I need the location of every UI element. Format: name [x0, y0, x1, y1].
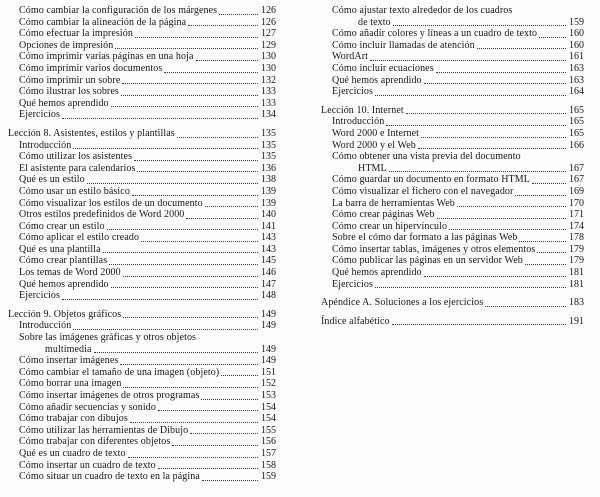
toc-section	[8, 309, 276, 483]
toc-section-heading	[321, 297, 584, 309]
toc-heading-title: Lección 9. Objetos gráficos	[8, 308, 122, 320]
toc-page-number: 145	[261, 255, 276, 267]
toc-page-number: 165	[569, 127, 584, 139]
toc-entry	[321, 279, 584, 291]
dot-leader	[437, 217, 566, 219]
toc-page-number: 159	[569, 16, 584, 28]
toc-entry-title: Cómo cambiar la configuración de los márgenes	[19, 5, 218, 16]
toc-entry-title: Los temas de Word 2000	[19, 267, 121, 279]
dot-leader	[375, 286, 566, 288]
toc-entry	[8, 198, 276, 210]
dot-leader	[370, 59, 566, 61]
toc-entry	[8, 51, 276, 63]
toc-page-number: 158	[261, 459, 276, 471]
toc-entry	[321, 86, 584, 98]
toc-page-number: 152	[261, 378, 276, 390]
dot-leader	[196, 59, 258, 61]
toc-page-number: 136	[261, 162, 276, 174]
dot-leader	[120, 363, 258, 365]
toc-section	[321, 297, 584, 309]
toc-entry	[321, 140, 584, 152]
toc-entry	[8, 40, 276, 52]
toc-entry	[8, 86, 276, 98]
toc-page-number: 160	[569, 39, 584, 51]
toc-page-number: 161	[569, 51, 584, 63]
toc-entry-title: Sobre el cómo dar formato a las páginas Web	[332, 232, 518, 244]
toc-entry-title: Introducción	[19, 139, 72, 151]
toc-page-number: 149	[261, 308, 276, 320]
toc-entry	[8, 290, 276, 302]
dot-leader	[134, 159, 258, 161]
toc-page-number: 127	[261, 28, 276, 40]
toc-page-number: 135	[261, 127, 276, 139]
dot-leader	[537, 251, 566, 253]
dot-leader	[177, 136, 258, 138]
toc-entry	[321, 28, 584, 40]
toc-entry	[8, 5, 276, 17]
toc-entry-title: Qué es un estilo	[19, 174, 85, 186]
toc-entry	[8, 436, 276, 448]
toc-entry	[321, 267, 584, 279]
toc-entry-title: Cómo efectuar la impresión	[19, 28, 133, 40]
toc-entry-title: multimedia	[45, 343, 92, 355]
toc-entry-title: Qué es una plantilla	[19, 243, 101, 255]
toc-page-number: 130	[261, 51, 276, 63]
toc-entry	[8, 378, 276, 390]
toc-heading-title: Índice alfabético	[321, 315, 390, 327]
toc-entry-title: Cómo insertar un cuadro de texto	[19, 459, 156, 471]
toc-page-number: 163	[569, 74, 584, 86]
toc-entry	[321, 186, 584, 198]
toc-section-heading	[8, 128, 276, 140]
dot-leader	[128, 456, 258, 458]
toc-section	[8, 5, 276, 121]
dot-leader	[532, 182, 566, 184]
toc-page-number: 165	[569, 104, 584, 116]
toc-entry-title: Qué hemos aprendido	[332, 267, 422, 279]
toc-page-number: 169	[569, 185, 584, 197]
dot-leader	[62, 117, 258, 119]
toc-entry	[8, 320, 276, 332]
toc-entry-title: La barra de herramientas Web	[332, 197, 455, 209]
toc-page-number: 154	[261, 401, 276, 413]
dot-leader	[137, 170, 258, 172]
toc-entry	[8, 425, 276, 437]
dot-leader	[94, 351, 258, 353]
toc-page-number: 155	[261, 424, 276, 436]
toc-entry-title: HTML	[358, 162, 387, 174]
dot-leader	[389, 170, 566, 172]
toc-entry-title: Cómo añadir colores y líneas a un cuadro de texto	[332, 28, 538, 40]
toc-entry-title: Ejercicios	[332, 278, 373, 290]
toc-entry	[8, 460, 276, 472]
dot-leader	[477, 47, 566, 49]
dot-leader	[122, 82, 258, 84]
toc-page-number: 174	[569, 220, 584, 232]
toc-entry	[321, 198, 584, 210]
toc-entry-title: Cómo crear páginas Web	[332, 209, 435, 221]
toc-entry-title: Opciones de impresión	[19, 39, 114, 51]
toc-entry-title: Cómo usar un estilo básico	[19, 185, 130, 197]
toc-entry-title: Cómo trabajar con dibujos	[19, 413, 128, 425]
toc-page-number: 181	[569, 278, 584, 290]
toc-entry	[8, 17, 276, 29]
dot-leader	[123, 316, 258, 318]
dot-leader	[109, 263, 258, 265]
toc-page-number: 154	[261, 413, 276, 425]
toc-entry-title: Qué es un cuadro de texto	[19, 447, 126, 459]
toc-entry-title: Cómo insertar imágenes de otros programas	[19, 390, 200, 401]
toc-entry-title: Cómo añadir secuencias y sonido	[19, 401, 156, 413]
toc-page-number: 178	[569, 232, 584, 244]
dot-leader	[73, 328, 258, 330]
toc-page-number: 179	[569, 243, 584, 255]
dot-leader	[135, 36, 258, 38]
toc-entry	[8, 28, 276, 40]
toc-entry	[8, 163, 276, 175]
toc-page-number: 151	[261, 366, 276, 378]
toc-page-number: 130	[261, 62, 276, 74]
toc-column-right	[321, 5, 584, 327]
toc-entry	[321, 40, 584, 52]
toc-entry-title: Cómo trabajar con diferentes objetos	[19, 436, 171, 448]
toc-page-number: 132	[261, 74, 276, 86]
dot-leader	[485, 305, 566, 307]
toc-page-number: 183	[569, 297, 584, 309]
toc-entry	[8, 255, 276, 267]
dot-leader	[123, 386, 258, 388]
dot-leader	[115, 47, 258, 49]
toc-entry	[8, 109, 276, 121]
toc-entry-title: Word 2000 y el Web	[332, 139, 416, 151]
toc-entry	[8, 244, 276, 256]
toc-entry	[8, 402, 276, 414]
toc-entry	[321, 151, 584, 163]
toc-entry	[8, 332, 276, 344]
dot-leader	[158, 467, 258, 469]
toc-page-number: 143	[261, 243, 276, 255]
toc-entry-title: Cómo situar un cuadro de texto en la página	[19, 471, 200, 483]
dot-leader	[123, 275, 258, 277]
toc-column-left	[8, 5, 276, 483]
toc-page-number: 157	[261, 447, 276, 459]
dot-leader	[107, 228, 258, 230]
toc-entry-title: Cómo obtener una vista previa del documento	[332, 151, 521, 163]
dot-leader	[205, 205, 258, 207]
dot-leader	[73, 147, 258, 149]
dot-leader	[519, 240, 566, 242]
toc-page-number: 191	[569, 315, 584, 327]
toc-heading-title: Lección 8. Asistentes, estilos y plantillas	[8, 127, 175, 139]
dot-leader	[164, 71, 258, 73]
toc-entry-title: WordArt	[332, 51, 368, 63]
dot-leader	[525, 263, 566, 265]
dot-leader	[111, 105, 258, 107]
toc-entry	[321, 174, 584, 186]
toc-entry-title: Cómo crear plantillas	[19, 255, 108, 267]
toc-entry	[8, 151, 276, 163]
toc-entry	[8, 390, 276, 402]
toc-entry	[8, 367, 276, 379]
toc-entry-title: Cómo publicar las páginas en un servidor Web	[332, 255, 523, 267]
toc-entry-title: Ejercicios	[19, 109, 60, 121]
toc-entry-title: Cómo visualizar el fichero con el navegador	[332, 185, 514, 197]
toc-page-number: 163	[569, 62, 584, 74]
dot-leader	[449, 228, 566, 230]
toc-entry-title: Cómo crear un hipervínculo	[332, 220, 448, 232]
toc-entry	[321, 255, 584, 267]
toc-page-number: 138	[261, 174, 276, 186]
dot-leader	[130, 421, 258, 423]
toc-entry	[321, 116, 584, 128]
toc-entry	[321, 163, 584, 175]
toc-page-number: 153	[261, 390, 276, 401]
toc-entry-title: Cómo insertar imágenes	[19, 355, 119, 367]
toc-entry	[321, 128, 584, 140]
toc-entry-title: Qué hemos aprendido	[332, 74, 422, 86]
toc-entry	[8, 267, 276, 279]
toc-entry-title: Ejercicios	[332, 86, 373, 98]
toc-entry-title: Introducción	[332, 116, 385, 128]
toc-heading-title: Lección 10. Internet	[321, 104, 404, 116]
toc-heading-title: Apéndice A. Soluciones a los ejercicios	[321, 297, 484, 309]
toc-entry	[8, 221, 276, 233]
toc-entry	[8, 355, 276, 367]
toc-page-number: 134	[261, 109, 276, 121]
toc-section	[321, 5, 584, 98]
dot-leader	[436, 71, 566, 73]
toc-page-number: 159	[261, 471, 276, 483]
toc-entry-title: Cómo crear un estilo	[19, 220, 105, 232]
toc-entry-title: Cómo ilustrar los sobres	[19, 86, 119, 98]
toc-page-number: 181	[569, 267, 584, 279]
dot-leader	[418, 147, 566, 149]
toc-entry-title: Qué hemos aprendido	[19, 97, 109, 109]
toc-page-number: 166	[569, 139, 584, 151]
toc-entry-title: Cómo borrar una imagen	[19, 378, 122, 390]
dot-leader	[121, 94, 258, 96]
toc-page-number: 167	[569, 162, 584, 174]
toc-page-number: 133	[261, 86, 276, 98]
dot-leader	[375, 94, 566, 96]
toc-entry-title: Cómo cambiar el tamaño de una imagen (objeto)	[19, 366, 220, 378]
toc-section	[321, 105, 584, 291]
toc-entry-title: Cómo ajustar texto alrededor de los cuadros	[332, 5, 513, 16]
toc-page-number: 140	[261, 209, 276, 221]
toc-entry	[8, 232, 276, 244]
toc-entry-title: de texto	[358, 16, 391, 28]
toc-entry-title: Cómo imprimir varios documentos	[19, 62, 163, 74]
toc-entry-title: Word 2000 e Internet	[332, 127, 419, 139]
toc-section-heading	[321, 316, 584, 328]
dot-leader	[201, 398, 258, 400]
toc-page-number: 171	[569, 209, 584, 221]
dot-leader	[62, 298, 258, 300]
dot-leader	[392, 323, 566, 325]
toc-page-number: 149	[261, 320, 276, 332]
toc-entry-title: Cómo guardar un documento en formato HTML	[332, 174, 530, 186]
toc-page-number: 179	[569, 255, 584, 267]
toc-entry-title: Cómo incluir ecuaciones	[332, 62, 434, 74]
toc-page-number: 164	[569, 86, 584, 98]
toc-entry-title: Cómo imprimir varias páginas en una hoja	[19, 51, 194, 63]
toc-entry	[8, 140, 276, 152]
toc-entry	[8, 448, 276, 460]
toc-entry-title: Cómo aplicar el estilo creado	[19, 232, 140, 244]
toc-entry	[8, 63, 276, 75]
toc-entry	[321, 75, 584, 87]
toc-entry	[321, 244, 584, 256]
dot-leader	[87, 182, 258, 184]
toc-entry	[321, 232, 584, 244]
dot-leader	[386, 124, 566, 126]
toc-page-number: 139	[261, 185, 276, 197]
dot-leader	[190, 432, 258, 434]
toc-entry	[8, 344, 276, 356]
toc-entry-title: Cómo cambiar la alineación de la página	[19, 16, 187, 28]
toc-page-number: 149	[261, 343, 276, 355]
toc-entry-title: Cómo utilizar las herramientas de Dibujo	[19, 424, 189, 436]
toc-entry	[8, 98, 276, 110]
toc-page-number: 126	[261, 16, 276, 28]
toc-section	[8, 128, 276, 302]
toc-section-heading	[321, 105, 584, 117]
toc-page-number: 146	[261, 267, 276, 279]
dot-leader	[132, 194, 258, 196]
toc-entry-title: Qué hemos aprendido	[19, 278, 109, 290]
dot-leader	[186, 217, 258, 219]
toc-entry	[321, 51, 584, 63]
toc-entry	[321, 17, 584, 29]
dot-leader	[111, 286, 258, 288]
toc-entry	[8, 471, 276, 483]
toc-entry	[8, 174, 276, 186]
dot-leader	[393, 24, 566, 26]
dot-leader	[515, 194, 566, 196]
toc-entry	[321, 209, 584, 221]
toc-page-number: 165	[569, 116, 584, 128]
dot-leader	[421, 136, 566, 138]
toc-entry-title: Cómo imprimir un sobre	[19, 74, 121, 86]
toc-page-number: 156	[261, 436, 276, 448]
dot-leader	[219, 13, 258, 15]
toc-section-heading	[8, 309, 276, 321]
dot-leader	[424, 82, 566, 84]
dot-leader	[424, 275, 566, 277]
toc-entry	[8, 75, 276, 87]
toc-section	[321, 316, 584, 328]
dot-leader	[172, 444, 258, 446]
toc-entry	[8, 209, 276, 221]
dot-leader	[188, 24, 258, 26]
dot-leader	[539, 36, 566, 38]
toc-page-number: 167	[569, 174, 584, 186]
toc-entry	[8, 186, 276, 198]
toc-page-number: 170	[569, 197, 584, 209]
toc-entry	[8, 279, 276, 291]
toc-page-number: 139	[261, 197, 276, 209]
toc-page-number: 141	[261, 220, 276, 232]
toc-entry-title: Cómo utilizar los asistentes	[19, 151, 133, 163]
toc-entry-title: Cómo insertar tablas, imágenes y otros elementos	[332, 243, 536, 255]
toc-entry-title: Ejercicios	[19, 290, 60, 302]
toc-entry-title: Cómo incluir llamadas de atención	[332, 39, 475, 51]
dot-leader	[103, 251, 258, 253]
toc-page-number: 126	[261, 5, 276, 16]
toc-entry-title: Otros estilos predefinidos de Word 2000	[19, 209, 185, 221]
toc-page-number: 133	[261, 97, 276, 109]
toc-entry-title: Sobre las imágenes gráficas y otros objetos	[19, 332, 197, 344]
toc-entry-title: Introducción	[19, 320, 72, 332]
dot-leader	[202, 479, 258, 481]
toc-entry	[321, 63, 584, 75]
toc-page-number: 129	[261, 39, 276, 51]
toc-entry-title: El asistente para calendarios	[19, 162, 136, 174]
dot-leader	[221, 374, 258, 376]
toc-entry-title: Cómo visualizar los estilos de un documento	[19, 197, 203, 209]
toc-page-number: 148	[261, 290, 276, 302]
dot-leader	[406, 112, 566, 114]
toc-page-number: 147	[261, 278, 276, 290]
toc-entry	[321, 5, 584, 17]
dot-leader	[457, 205, 566, 207]
dot-leader	[141, 240, 258, 242]
toc-page-number: 135	[261, 139, 276, 151]
toc-entry	[321, 221, 584, 233]
toc-page-number: 160	[569, 28, 584, 40]
toc-page-number: 143	[261, 232, 276, 244]
toc-page-number: 135	[261, 151, 276, 163]
toc-entry	[8, 413, 276, 425]
toc-page-number: 149	[261, 355, 276, 367]
dot-leader	[158, 409, 258, 411]
